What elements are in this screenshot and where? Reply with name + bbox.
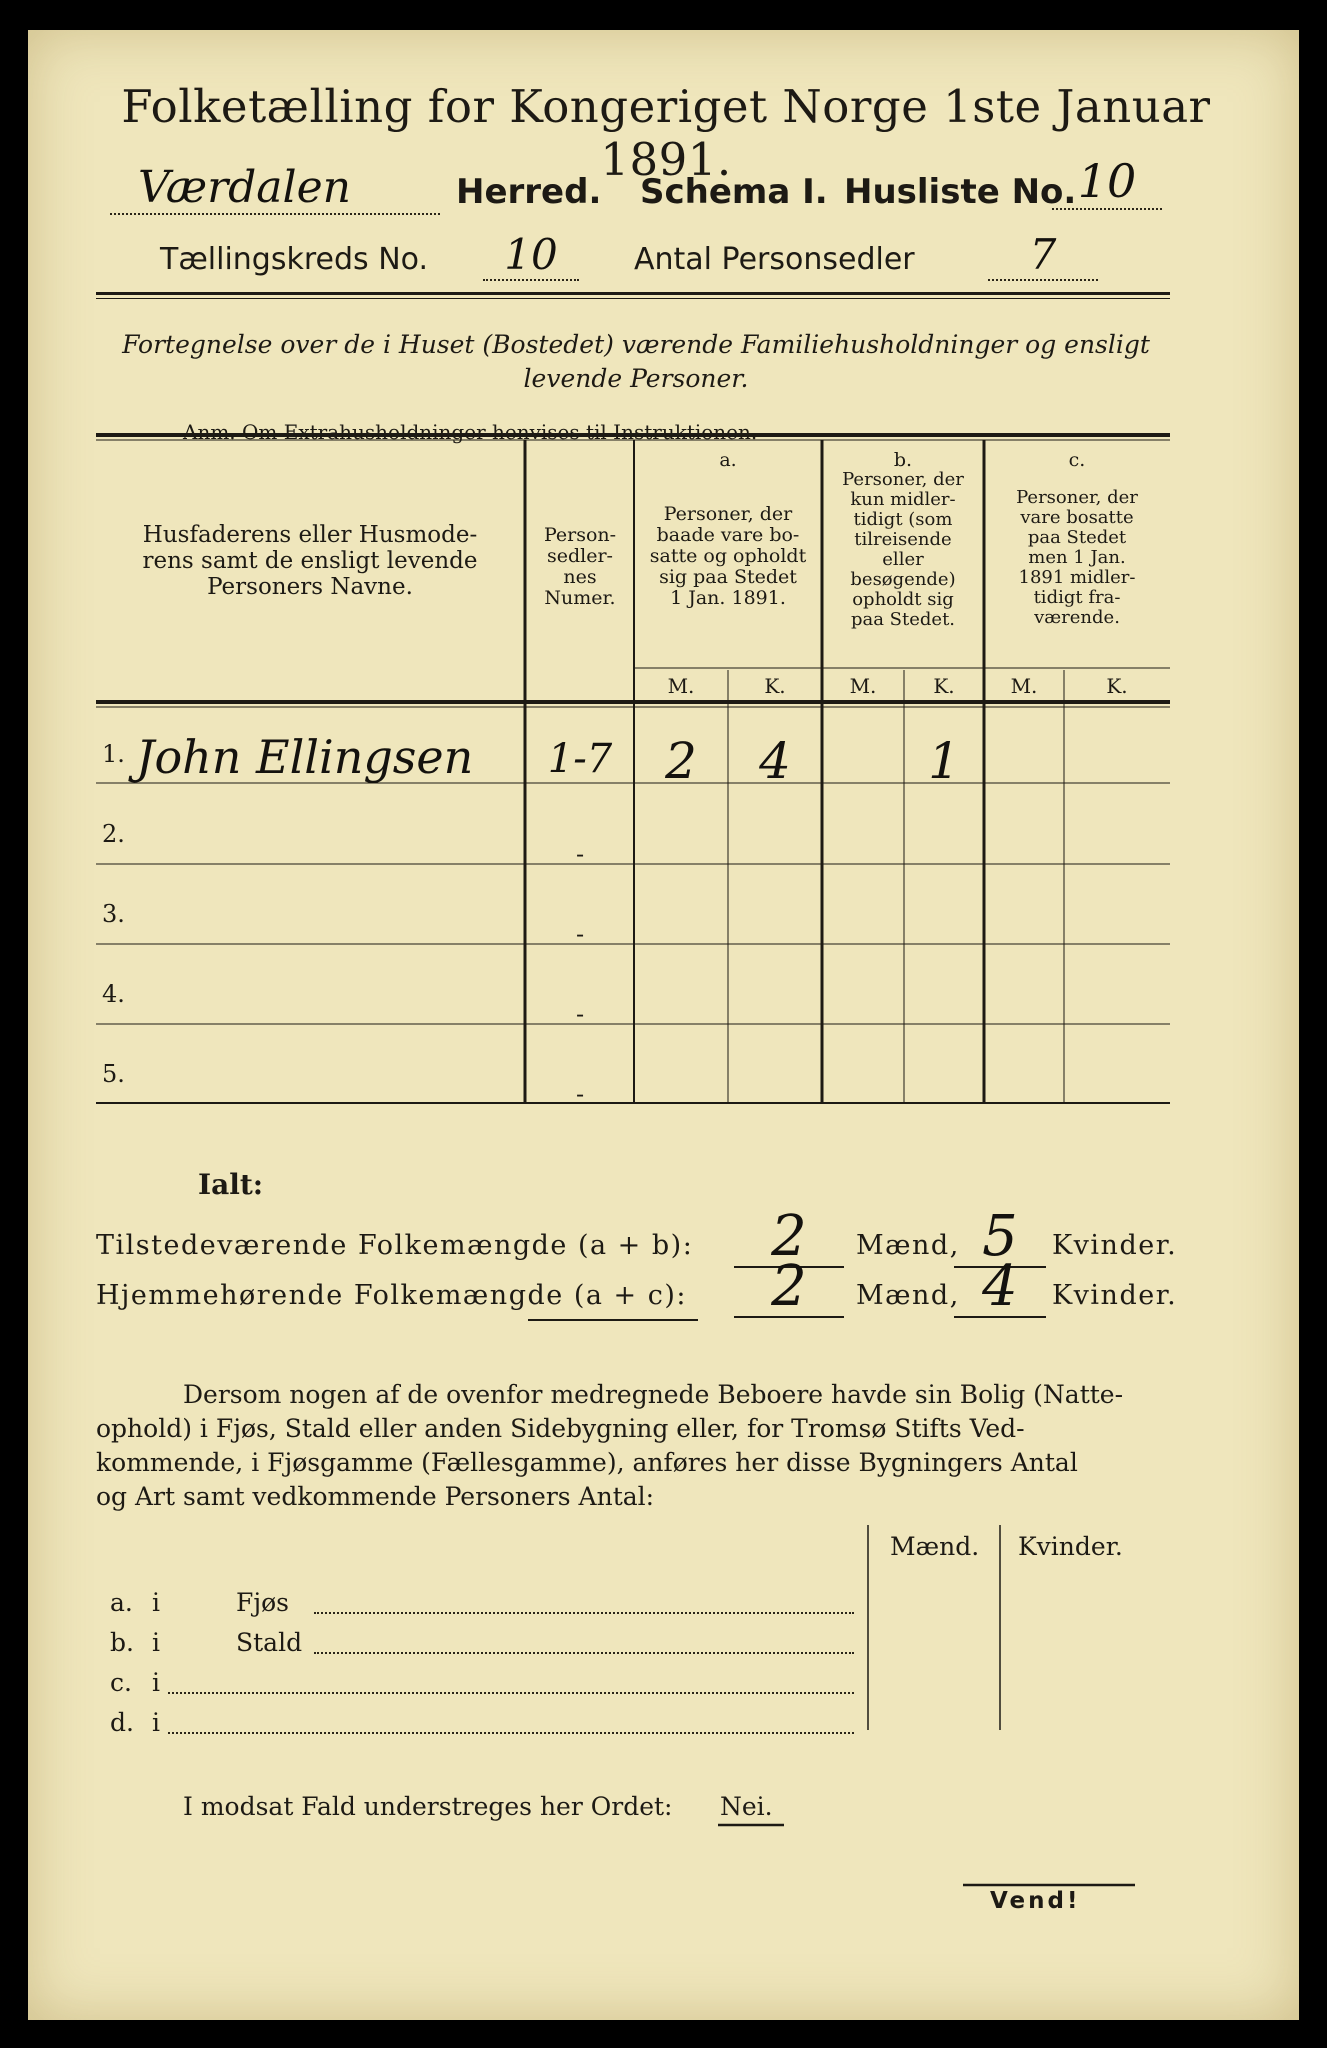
antal-label: Antal Personsedler	[634, 242, 915, 277]
col-b-header: Personer, der kun midler- tidigt (som tilreisende eller besøgende) opholdt sig paa Stedet.	[842, 469, 964, 630]
item-fill-line	[314, 1612, 854, 1614]
col-names-header: Husfaderens eller Husmode- rens samt de ensligt levende Personers Navne.	[142, 522, 478, 600]
col-c-header: Personer, der vare bosatte paa Stedet men 1 Jan. 1891 midler- tidigt fra- værende.	[1016, 487, 1138, 628]
tilstede-label: Tilstedeværende Folkemængde (a + b):	[96, 1230, 694, 1261]
hjemme-kvinder-value: 4	[954, 1258, 1046, 1318]
c-m-label: M.	[1010, 674, 1038, 698]
husliste-value: 10	[1052, 154, 1162, 210]
maend-word: Mænd,	[856, 1280, 960, 1311]
buildings-para-l2: ophold) i Fjøs, Stald eller anden Sidebygning eller, for Tromsø Stifts Ved-	[96, 1414, 1025, 1443]
row-number: 1.	[102, 740, 125, 768]
a-m-label: M.	[667, 674, 695, 698]
a-k-label: K.	[764, 674, 786, 698]
numer-dash: -	[575, 840, 585, 868]
item-letter: b.	[110, 1628, 134, 1657]
b-k-label: K.	[933, 674, 955, 698]
person-numer: 1-7	[547, 736, 613, 782]
item-label: Fjøs	[236, 1588, 289, 1617]
item-fill-line	[168, 1692, 854, 1694]
item-fill-line	[314, 1652, 854, 1654]
numer-dash: -	[575, 1080, 585, 1108]
col-b-letter: b.	[893, 449, 913, 471]
herred-label: Herred.	[456, 172, 602, 212]
modsat-label: I modsat Fald understreges her Ordet:	[183, 1792, 673, 1821]
person-name: John Ellingsen	[136, 730, 474, 784]
b-m-label: M.	[849, 674, 877, 698]
item-fill-line	[168, 1732, 854, 1734]
buildings-kvinder-header: Kvinder.	[1018, 1532, 1123, 1561]
kvinder-word: Kvinder.	[1052, 1280, 1178, 1311]
husliste-label: Husliste No.	[844, 172, 1077, 212]
maend-word: Mænd,	[856, 1230, 960, 1261]
herred-value: Værdalen	[110, 162, 440, 215]
item-prep: i	[152, 1708, 160, 1737]
item-letter: c.	[110, 1668, 132, 1697]
item-label: Stald	[236, 1628, 303, 1657]
c-k-label: K.	[1106, 674, 1128, 698]
antal-value: 7	[988, 230, 1098, 281]
numer-dash: -	[575, 1000, 585, 1028]
kreds-value: 10	[483, 230, 579, 281]
a-k-value: 4	[759, 732, 791, 790]
b-k-value: 1	[928, 732, 960, 790]
row-number: 2.	[102, 820, 125, 848]
anm-note: Anm. Om Extrahusholdninger henvises til Instruktionen.	[183, 420, 758, 444]
kvinder-word: Kvinder.	[1052, 1230, 1178, 1261]
intro-line1: Fortegnelse over de i Huset (Bostedet) værende Familiehusholdninger og ensligt	[122, 330, 1150, 359]
nei-word: Nei.	[720, 1792, 773, 1821]
col-numer-header: Person- sedler- nes Numer.	[543, 524, 617, 609]
vend-label: Vend!	[990, 1888, 1081, 1914]
tilstede-maend-value: 2	[734, 1208, 844, 1268]
buildings-para-l1: Dersom nogen af de ovenfor medregnede Beboere havde sin Bolig (Natte-	[183, 1380, 1124, 1409]
tilstede-kvinder-value: 5	[954, 1208, 1046, 1268]
item-prep: i	[152, 1588, 160, 1617]
col-a-header: Personer, der baade vare bo- satte og opholdt sig paa Stedet 1 Jan. 1891.	[649, 503, 807, 609]
buildings-para-l3: kommende, i Fjøsgamme (Fællesgamme), anføres her disse Bygningers Antal	[96, 1448, 1078, 1477]
kreds-label: Tællingskreds No.	[160, 242, 428, 277]
col-a-letter: a.	[719, 449, 737, 471]
table-grid	[28, 30, 1299, 2020]
row-number: 3.	[102, 900, 125, 928]
schema-label: Schema I.	[640, 172, 828, 212]
numer-dash: -	[575, 920, 585, 948]
item-prep: i	[152, 1628, 160, 1657]
census-form	[28, 30, 1299, 2020]
row-number: 4.	[102, 980, 125, 1008]
hjemme-maend-value: 2	[734, 1258, 844, 1318]
intro-line2: levende Personer.	[523, 364, 749, 393]
item-prep: i	[152, 1668, 160, 1697]
row-number: 5.	[102, 1060, 125, 1088]
buildings-maend-header: Mænd.	[890, 1532, 980, 1561]
buildings-para-l4: og Art samt vedkommende Personers Antal:	[96, 1482, 655, 1511]
item-letter: d.	[110, 1708, 134, 1737]
hjemme-label: Hjemmehørende Folkemængde (a + c):	[96, 1280, 687, 1311]
ialt-label: Ialt:	[198, 1168, 264, 1201]
form-title: Folketælling for Kongeriget Norge 1ste Januar 1891.	[121, 80, 1211, 186]
col-c-letter: c.	[1068, 449, 1086, 471]
a-m-value: 2	[665, 732, 697, 790]
item-letter: a.	[110, 1588, 133, 1617]
